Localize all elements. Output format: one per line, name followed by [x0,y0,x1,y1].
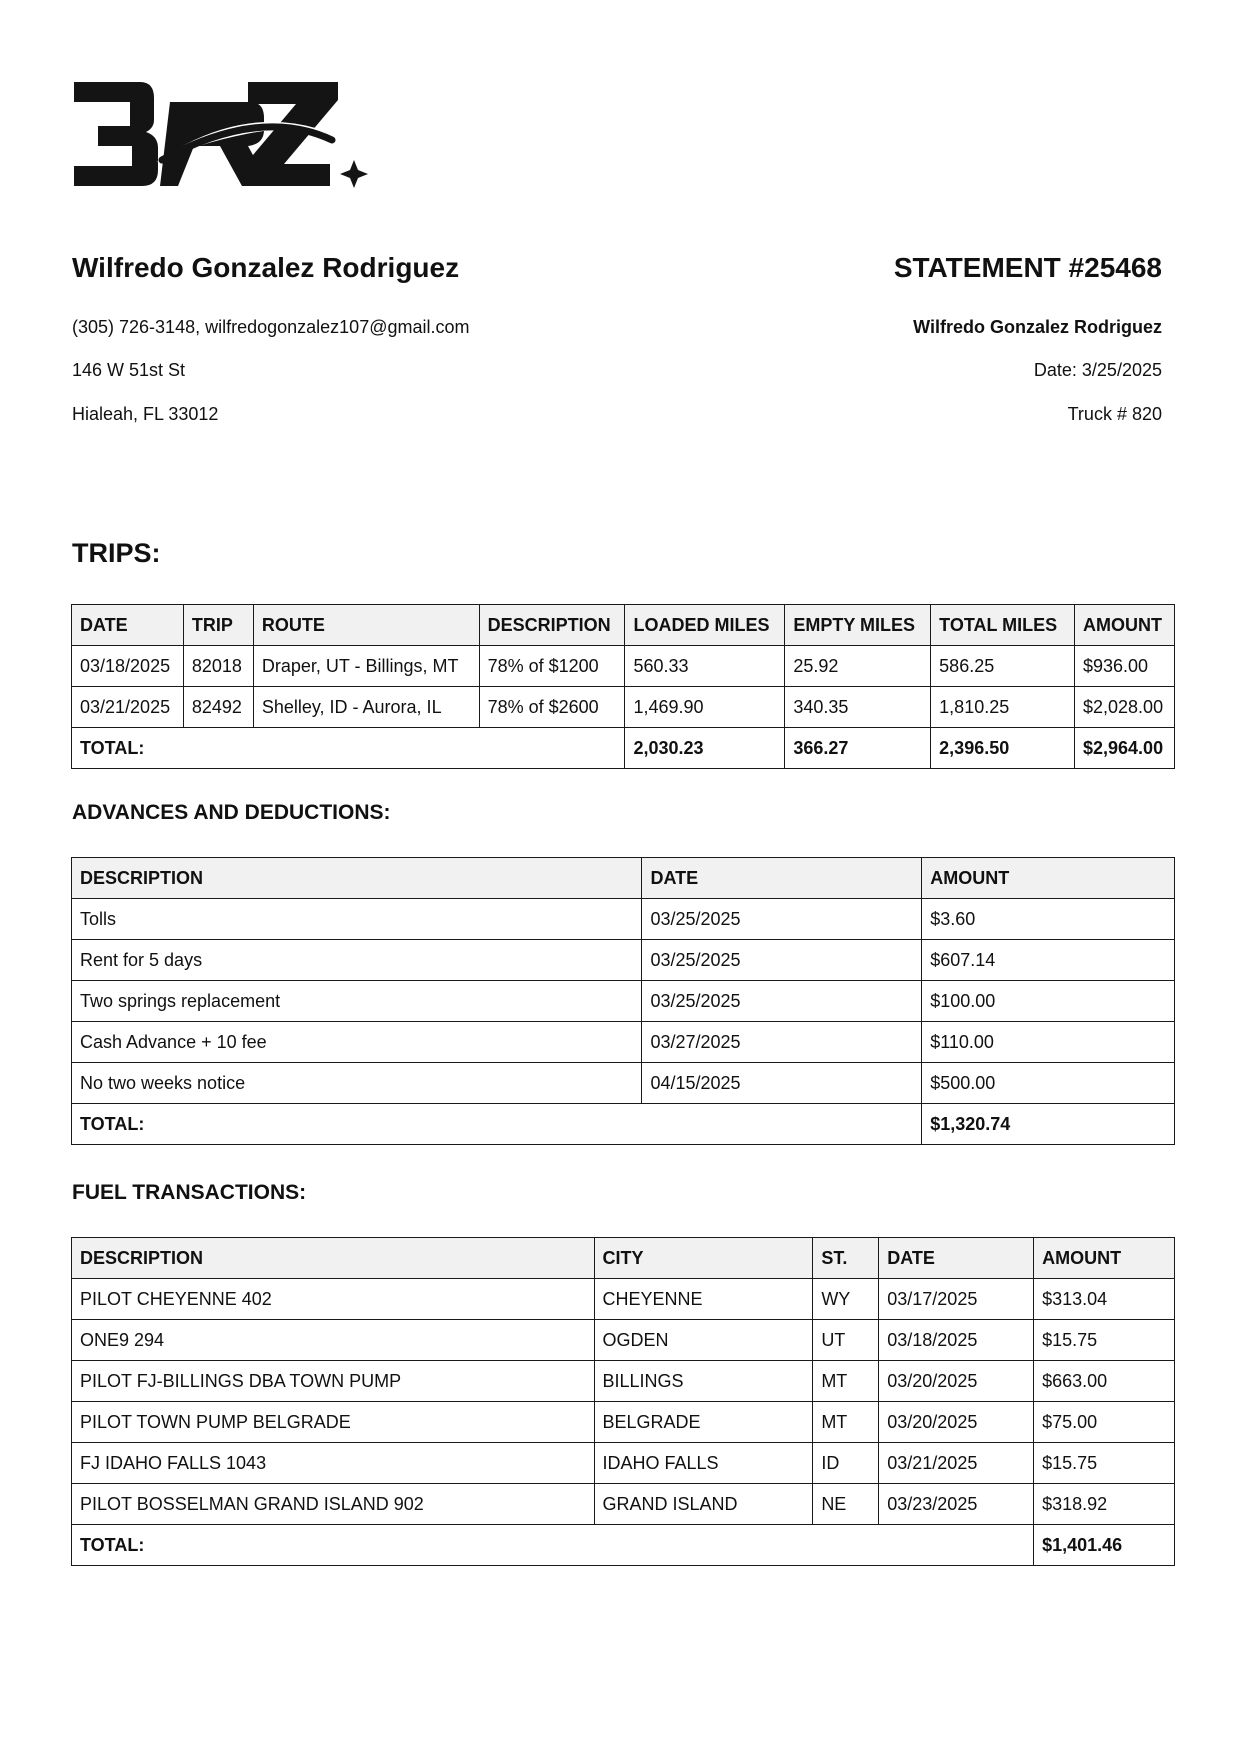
advance-date-cell: 03/25/2025 [642,940,922,981]
advances-header-row [72,858,1175,899]
trip-description-cell: 78% of $2600 [479,687,625,728]
sender-address-line1: 146 W 51st St [72,360,186,380]
fuel-state-cell: MT [813,1402,879,1443]
trip-number-cell: 82492 [183,687,253,728]
advances-header-cell: AMOUNT [922,858,1175,899]
trip-amount-cell: $2,028.00 [1075,687,1175,728]
sender-address-line2: Hialeah, FL 33012 [72,404,219,424]
trip-total-miles-cell: 1,810.25 [931,687,1075,728]
trip-total-miles-cell: 586.25 [931,646,1075,687]
trip-date-cell: 03/21/2025 [72,687,184,728]
fuel-header-cell: DESCRIPTION [72,1238,595,1279]
fuel-city-cell: OGDEN [594,1320,813,1361]
advance-description-cell: Tolls [72,899,642,940]
trips-header-cell: AMOUNT [1075,605,1175,646]
fuel-total-amount: $1,401.46 [1034,1525,1175,1566]
fuel-amount-cell: $318.92 [1034,1484,1175,1525]
table-row [72,1361,1175,1402]
statement-date: Date: 3/25/2025 [1033,360,1162,380]
fuel-amount-cell: $15.75 [1034,1320,1175,1361]
advance-amount-cell: $3.60 [922,899,1175,940]
advances-total-amount: $1,320.74 [922,1104,1175,1145]
table-row [72,687,1175,728]
fuel-city-cell: BELGRADE [594,1402,813,1443]
trips-header-cell: LOADED MILES [625,605,785,646]
fuel-amount-cell: $663.00 [1034,1361,1175,1402]
trips-total-amount: $2,964.00 [1075,728,1175,769]
advance-amount-cell: $100.00 [922,981,1175,1022]
trips-header-cell: DATE [72,605,184,646]
table-row [72,1022,1175,1063]
table-row [72,899,1175,940]
fuel-date-cell: 03/23/2025 [879,1484,1034,1525]
fuel-city-cell: GRAND ISLAND [594,1484,813,1525]
advances-total-row [72,1104,1175,1145]
table-row [72,1320,1175,1361]
trip-route-cell: Shelley, ID - Aurora, IL [253,687,479,728]
fuel-description-cell: ONE9 294 [72,1320,595,1361]
advance-description-cell: No two weeks notice [72,1063,642,1104]
trips-table [71,604,1175,769]
fuel-description-cell: FJ IDAHO FALLS 1043 [72,1443,595,1484]
advances-header-cell: DATE [642,858,922,899]
table-row [72,981,1175,1022]
fuel-city-cell: CHEYENNE [594,1279,813,1320]
fuel-description-cell: PILOT CHEYENNE 402 [72,1279,595,1320]
trips-header-cell: EMPTY MILES [785,605,931,646]
trips-header-cell: TRIP [183,605,253,646]
trips-section-title: TRIPS: [72,538,161,568]
fuel-city-cell: IDAHO FALLS [594,1443,813,1484]
fuel-header-cell: CITY [594,1238,813,1279]
table-row [72,940,1175,981]
fuel-section-title: FUEL TRANSACTIONS: [72,1181,307,1204]
table-row [72,646,1175,687]
trips-total-loaded-miles: 2,030.23 [625,728,785,769]
fuel-date-cell: 03/20/2025 [879,1361,1034,1402]
trip-number-cell: 82018 [183,646,253,687]
fuel-date-cell: 03/17/2025 [879,1279,1034,1320]
fuel-header-row [72,1238,1175,1279]
fuel-description-cell: PILOT TOWN PUMP BELGRADE [72,1402,595,1443]
fuel-total-row [72,1525,1175,1566]
fuel-state-cell: MT [813,1361,879,1402]
table-row [72,1443,1175,1484]
advances-total-label: TOTAL: [72,1104,922,1145]
advances-table [71,857,1175,1145]
trip-date-cell: 03/18/2025 [72,646,184,687]
sender-contact: (305) 726-3148, wilfredogonzalez107@gmail.com [72,317,470,337]
fuel-amount-cell: $313.04 [1034,1279,1175,1320]
trip-empty-miles-cell: 340.35 [785,687,931,728]
fuel-description-cell: PILOT BOSSELMAN GRAND ISLAND 902 [72,1484,595,1525]
company-logo [70,78,380,193]
fuel-amount-cell: $15.75 [1034,1443,1175,1484]
fuel-header-cell: ST. [813,1238,879,1279]
table-row [72,1063,1175,1104]
advances-header-cell: DESCRIPTION [72,858,642,899]
fuel-city-cell: BILLINGS [594,1361,813,1402]
advance-amount-cell: $500.00 [922,1063,1175,1104]
table-row [72,1279,1175,1320]
statement-title: STATEMENT #25468 [893,252,1162,283]
fuel-date-cell: 03/21/2025 [879,1443,1034,1484]
trips-header-cell: ROUTE [253,605,479,646]
fuel-amount-cell: $75.00 [1034,1402,1175,1443]
sender-name: Wilfredo Gonzalez Rodriguez [72,252,460,283]
table-row [72,1484,1175,1525]
fuel-header-cell: AMOUNT [1034,1238,1175,1279]
statement-truck: Truck # 820 [1067,404,1162,424]
trips-header-cell: TOTAL MILES [931,605,1075,646]
fuel-table [71,1237,1175,1566]
trips-total-empty-miles: 366.27 [785,728,931,769]
trips-header-cell: DESCRIPTION [479,605,625,646]
fuel-state-cell: NE [813,1484,879,1525]
statement-recipient: Wilfredo Gonzalez Rodriguez [913,317,1162,337]
fuel-total-label: TOTAL: [72,1525,1034,1566]
table-row [72,1402,1175,1443]
advance-date-cell: 03/25/2025 [642,981,922,1022]
trip-description-cell: 78% of $1200 [479,646,625,687]
fuel-date-cell: 03/20/2025 [879,1402,1034,1443]
trip-route-cell: Draper, UT - Billings, MT [253,646,479,687]
trips-total-row [72,728,1175,769]
trip-empty-miles-cell: 25.92 [785,646,931,687]
trips-total-total-miles: 2,396.50 [931,728,1075,769]
fuel-state-cell: UT [813,1320,879,1361]
trip-loaded-miles-cell: 1,469.90 [625,687,785,728]
fuel-state-cell: ID [813,1443,879,1484]
fuel-date-cell: 03/18/2025 [879,1320,1034,1361]
trips-total-label: TOTAL: [72,728,625,769]
advances-section-title: ADVANCES AND DEDUCTIONS: [72,801,391,824]
advance-description-cell: Cash Advance + 10 fee [72,1022,642,1063]
advance-description-cell: Two springs replacement [72,981,642,1022]
advance-date-cell: 03/27/2025 [642,1022,922,1063]
trips-header-row [72,605,1175,646]
advance-amount-cell: $607.14 [922,940,1175,981]
fuel-description-cell: PILOT FJ-BILLINGS DBA TOWN PUMP [72,1361,595,1402]
advance-date-cell: 04/15/2025 [642,1063,922,1104]
fuel-state-cell: WY [813,1279,879,1320]
trip-amount-cell: $936.00 [1075,646,1175,687]
advance-description-cell: Rent for 5 days [72,940,642,981]
advance-amount-cell: $110.00 [922,1022,1175,1063]
trip-loaded-miles-cell: 560.33 [625,646,785,687]
fuel-header-cell: DATE [879,1238,1034,1279]
advance-date-cell: 03/25/2025 [642,899,922,940]
